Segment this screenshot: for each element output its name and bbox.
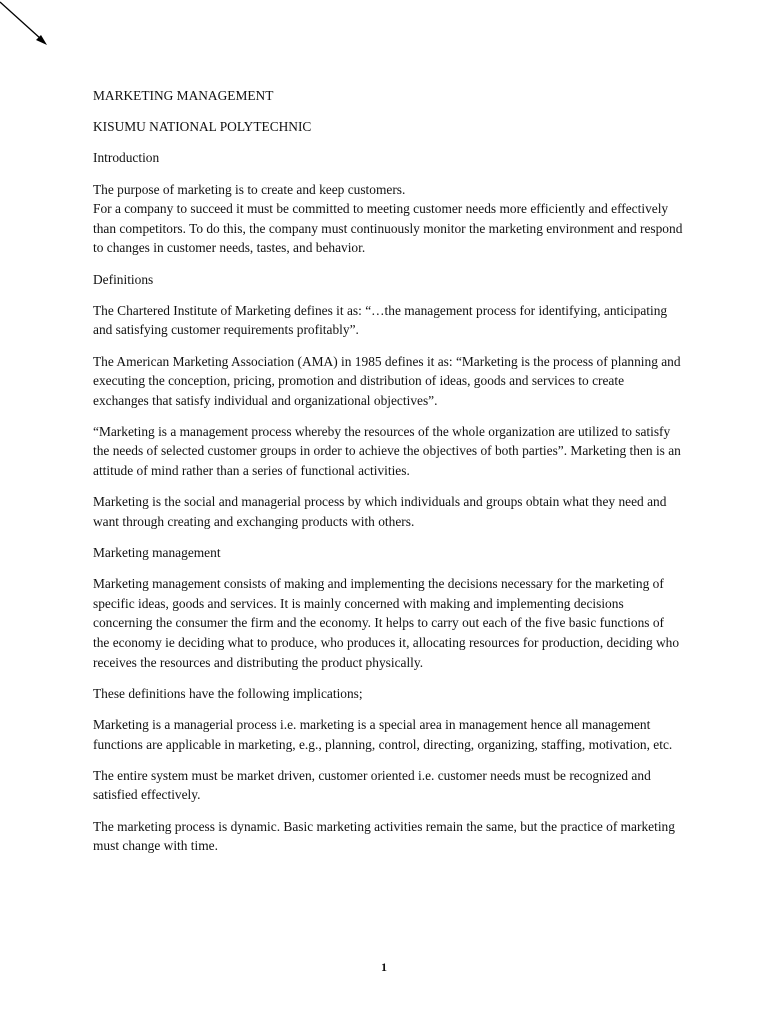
paragraph-social-process-definition: Marketing is the social and managerial process by which individuals and groups obtain what they need and want through creating and exchanging products with others. bbox=[93, 494, 667, 529]
paragraph-managerial-process: Marketing is a managerial process i.e. marketing is a special area in management hence all management functions are applicable in marketing, e.g., planning, control, directing, organizing, staffing, motivation, etc. bbox=[93, 716, 673, 752]
paragraph-management-process-definition: “Marketing is a management process whereby the resources of the whole organization are utilized to satisfy the needs of selected customer groups in order to achieve the objectives of both parties”. Marketing then is an attitude of mind rather than a series of functional activities. bbox=[93, 423, 681, 479]
paragraph-dynamic-process: The marketing process is dynamic. Basic marketing activities remain the same, but the practice of marketing must change with time. bbox=[93, 818, 675, 854]
institution-name: KISUMU NATIONAL POLYTECHNIC bbox=[93, 119, 312, 135]
paragraph-implications-intro: These definitions have the following implications; bbox=[93, 685, 363, 701]
paragraph-market-driven: The entire system must be market driven, customer oriented i.e. customer needs must be recognized and satisfied effectively. bbox=[93, 767, 651, 803]
document-body bbox=[93, 86, 683, 867]
section-heading-marketing-management: Marketing management bbox=[93, 545, 221, 561]
paragraph-ama-definition: The American Marketing Association (AMA) in 1985 defines it as: “Marketing is the process of planning and executing the conception, pricing, promotion and distribution of ideas, goods and services to create exchanges that satisfy individual and organizational objectives”. bbox=[93, 353, 681, 408]
page-number: 1 bbox=[381, 960, 387, 974]
section-heading-introduction: Introduction bbox=[93, 150, 160, 166]
section-heading-definitions: Definitions bbox=[93, 271, 154, 287]
paragraph-cim-definition: The Chartered Institute of Marketing defines it as: “…the management process for identifying, anticipating and satisfying customer requirements profitably”. bbox=[93, 302, 668, 338]
paragraph-marketing-management: Marketing management consists of making and implementing the decisions necessary for the marketing of specific ideas, goods and services. It is mainly concerned with making and implementing decisions concerning the consumer the firm and the economy. It helps to carry out each of the five basic functions of the economy ie deciding what to produce, who produces it, allocating resources for production, deciding who receives the resources and distributing the product physically. bbox=[93, 576, 680, 670]
paragraph-introduction bbox=[93, 180, 683, 258]
introduction-text: The purpose of marketing is to create and keep customers. For a company to succeed it must be committed to meeting customer needs more efficiently and effectively than competitors. To do this, the company must continuously monitor the marketing environment and respond to changes in customer needs, tastes, and behavior. bbox=[93, 181, 683, 256]
document-title: MARKETING MANAGEMENT bbox=[93, 88, 274, 103]
arrow-down-right-icon bbox=[0, 0, 52, 52]
